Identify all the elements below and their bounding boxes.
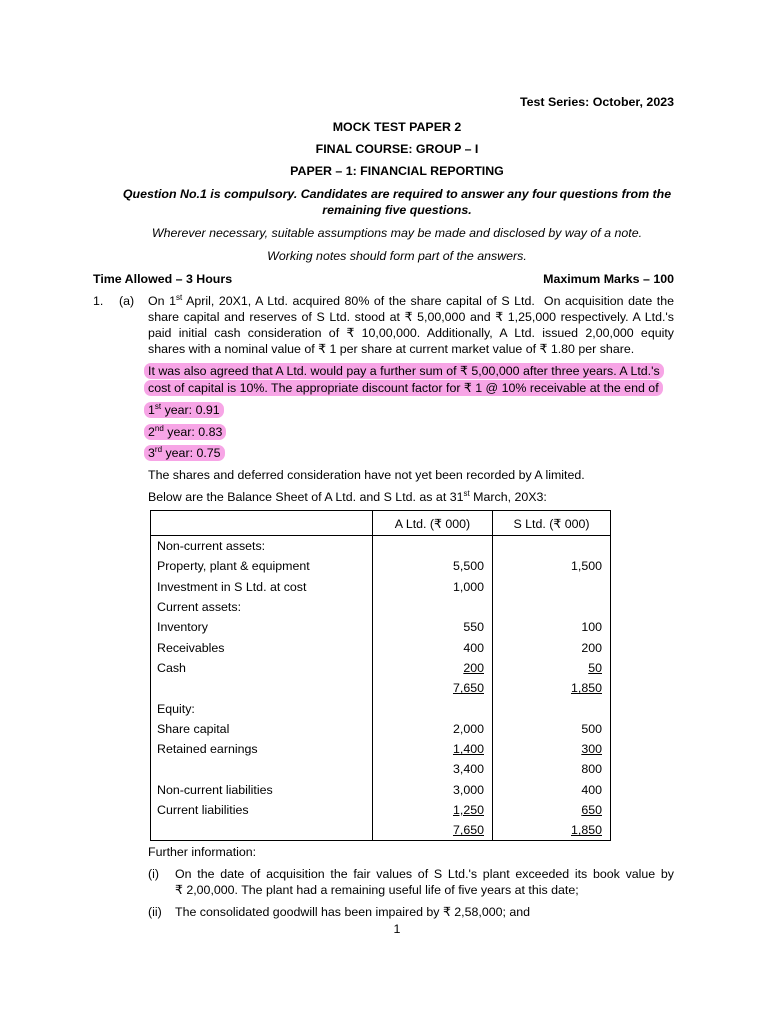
- row-label: Non-current liabilities: [151, 780, 373, 800]
- a-ltd-value: 2,000: [373, 719, 493, 739]
- further-item-num: (ii): [148, 905, 162, 919]
- further-item-text-cont: ₹ 2,00,000. The plant had a remaining useful life of five years at this date;: [175, 883, 579, 897]
- q1-para1-line4: shares with a nominal value of ₹ 1 per share at current market value of ₹ 1.80 per share.: [148, 342, 635, 356]
- s-ltd-value: 1,500: [493, 556, 611, 576]
- row-label: Investment in S Ltd. at cost: [151, 577, 373, 597]
- further-item-num: (i): [148, 867, 160, 881]
- instruction-working-notes: Working notes should form part of the answers.: [267, 249, 527, 263]
- a-ltd-value: 550: [373, 617, 493, 637]
- q1-para2-line2: [148, 381, 663, 396]
- table-row: [151, 597, 611, 617]
- table-header-cell: A Ltd. (₹ 000): [373, 511, 493, 536]
- table-header-cell: S Ltd. (₹ 000): [493, 511, 611, 536]
- row-label: Retained earnings: [151, 739, 373, 759]
- q1-para1-line1: On 1st April, 20X1, A Ltd. acquired 80% of the share capital of S Ltd. On acquisition date the: [148, 292, 674, 308]
- row-label: Equity:: [151, 698, 373, 718]
- s-ltd-value: 100: [493, 617, 611, 637]
- s-ltd-value: 50: [493, 658, 611, 678]
- q1-para1-line2: share capital and reserves of S Ltd. stood at ₹ 5,00,000 and ₹ 1,25,000 respectively. A Ltd.'s: [148, 310, 674, 324]
- time-allowed: Time Allowed – 3 Hours: [93, 272, 233, 286]
- s-ltd-value: [493, 536, 611, 557]
- row-label: [151, 759, 373, 779]
- course-title: FINAL COURSE: GROUP – I: [315, 142, 479, 156]
- s-ltd-value: 200: [493, 637, 611, 657]
- table-row: [151, 698, 611, 718]
- table-row: [151, 678, 611, 698]
- instruction-compulsory-cont: remaining five questions.: [322, 203, 472, 217]
- q1-para2-line1: [148, 364, 664, 379]
- s-ltd-value: 650: [493, 800, 611, 820]
- table-row: [151, 577, 611, 597]
- s-ltd-value: 500: [493, 719, 611, 739]
- row-label: [151, 820, 373, 841]
- a-ltd-value: 1,000: [373, 577, 493, 597]
- table-row: [151, 556, 611, 576]
- balance-sheet-table: [150, 510, 611, 841]
- a-ltd-value: 1,250: [373, 800, 493, 820]
- a-ltd-value: 1,400: [373, 739, 493, 759]
- table-row: [151, 637, 611, 657]
- highlight-mark: cost of capital is 10%. The appropriate discount factor for ₹ 1 @ 10% receivable at the end of: [144, 380, 663, 396]
- s-ltd-value: [493, 577, 611, 597]
- question-number: 1.: [93, 294, 104, 308]
- a-ltd-value: 7,650: [373, 820, 493, 841]
- discount-factor-year1: 1st year: 0.91: [148, 403, 224, 418]
- row-label: Non-current assets:: [151, 536, 373, 557]
- instruction-compulsory: Question No.1 is compulsory. Candidates are required to answer any four questions from the: [122, 187, 672, 201]
- table-row: [151, 658, 611, 678]
- q1-para3: The shares and deferred consideration have not yet been recorded by A limited.: [148, 468, 585, 482]
- a-ltd-value: 200: [373, 658, 493, 678]
- table-row: [151, 800, 611, 820]
- s-ltd-value: 800: [493, 759, 611, 779]
- a-ltd-value: 7,650: [373, 678, 493, 698]
- further-item-text: On the date of acquisition the fair values of S Ltd.'s plant exceeded its book value by: [175, 867, 674, 881]
- highlight-mark: It was also agreed that A Ltd. would pay a further sum of ₹ 5,00,000 after three years. A Ltd.'s: [144, 363, 664, 379]
- s-ltd-value: 300: [493, 739, 611, 759]
- s-ltd-value: 1,850: [493, 678, 611, 698]
- test-series-label: Test Series: October, 2023: [519, 95, 674, 109]
- discount-factor-year2: 2nd year: 0.83: [148, 425, 226, 440]
- row-label: Cash: [151, 658, 373, 678]
- a-ltd-value: 3,400: [373, 759, 493, 779]
- table-row: [151, 780, 611, 800]
- question-part: (a): [119, 294, 135, 308]
- s-ltd-value: 1,850: [493, 820, 611, 841]
- s-ltd-value: [493, 698, 611, 718]
- instruction-assumptions: Wherever necessary, suitable assumptions may be made and disclosed by way of a note.: [151, 226, 643, 240]
- row-label: Share capital: [151, 719, 373, 739]
- q1-para4: Below are the Balance Sheet of A Ltd. and S Ltd. as at 31st March, 20X3:: [148, 488, 547, 504]
- row-label: Inventory: [151, 617, 373, 637]
- s-ltd-value: [493, 597, 611, 617]
- page-number: 1: [393, 922, 401, 936]
- paper-title: MOCK TEST PAPER 2: [332, 120, 462, 134]
- row-label: Property, plant & equipment: [151, 556, 373, 576]
- row-label: Receivables: [151, 637, 373, 657]
- s-ltd-value: 400: [493, 780, 611, 800]
- row-label: Current liabilities: [151, 800, 373, 820]
- paper-subject: PAPER – 1: FINANCIAL REPORTING: [290, 164, 504, 178]
- a-ltd-value: 5,500: [373, 556, 493, 576]
- discount-factor-year3: 3rd year: 0.75: [148, 446, 225, 461]
- row-label: [151, 678, 373, 698]
- a-ltd-value: [373, 597, 493, 617]
- table-row: [151, 719, 611, 739]
- a-ltd-value: 400: [373, 637, 493, 657]
- table-header-cell: [151, 511, 373, 536]
- table-header-row: [151, 511, 611, 536]
- maximum-marks: Maximum Marks – 100: [543, 272, 674, 286]
- a-ltd-value: 3,000: [373, 780, 493, 800]
- further-item-text: The consolidated goodwill has been impaired by ₹ 2,58,000; and: [175, 905, 531, 919]
- row-label: Current assets:: [151, 597, 373, 617]
- a-ltd-value: [373, 698, 493, 718]
- table-row: [151, 759, 611, 779]
- q1-para1-line3: paid initial cash consideration of ₹ 10,00,000. Additionally, A Ltd. issued 2,00,000 equity: [148, 326, 674, 340]
- further-info-heading: Further information:: [148, 845, 257, 859]
- table-row: [151, 536, 611, 557]
- table-row: [151, 739, 611, 759]
- table-row: [151, 617, 611, 637]
- table-row: [151, 820, 611, 841]
- a-ltd-value: [373, 536, 493, 557]
